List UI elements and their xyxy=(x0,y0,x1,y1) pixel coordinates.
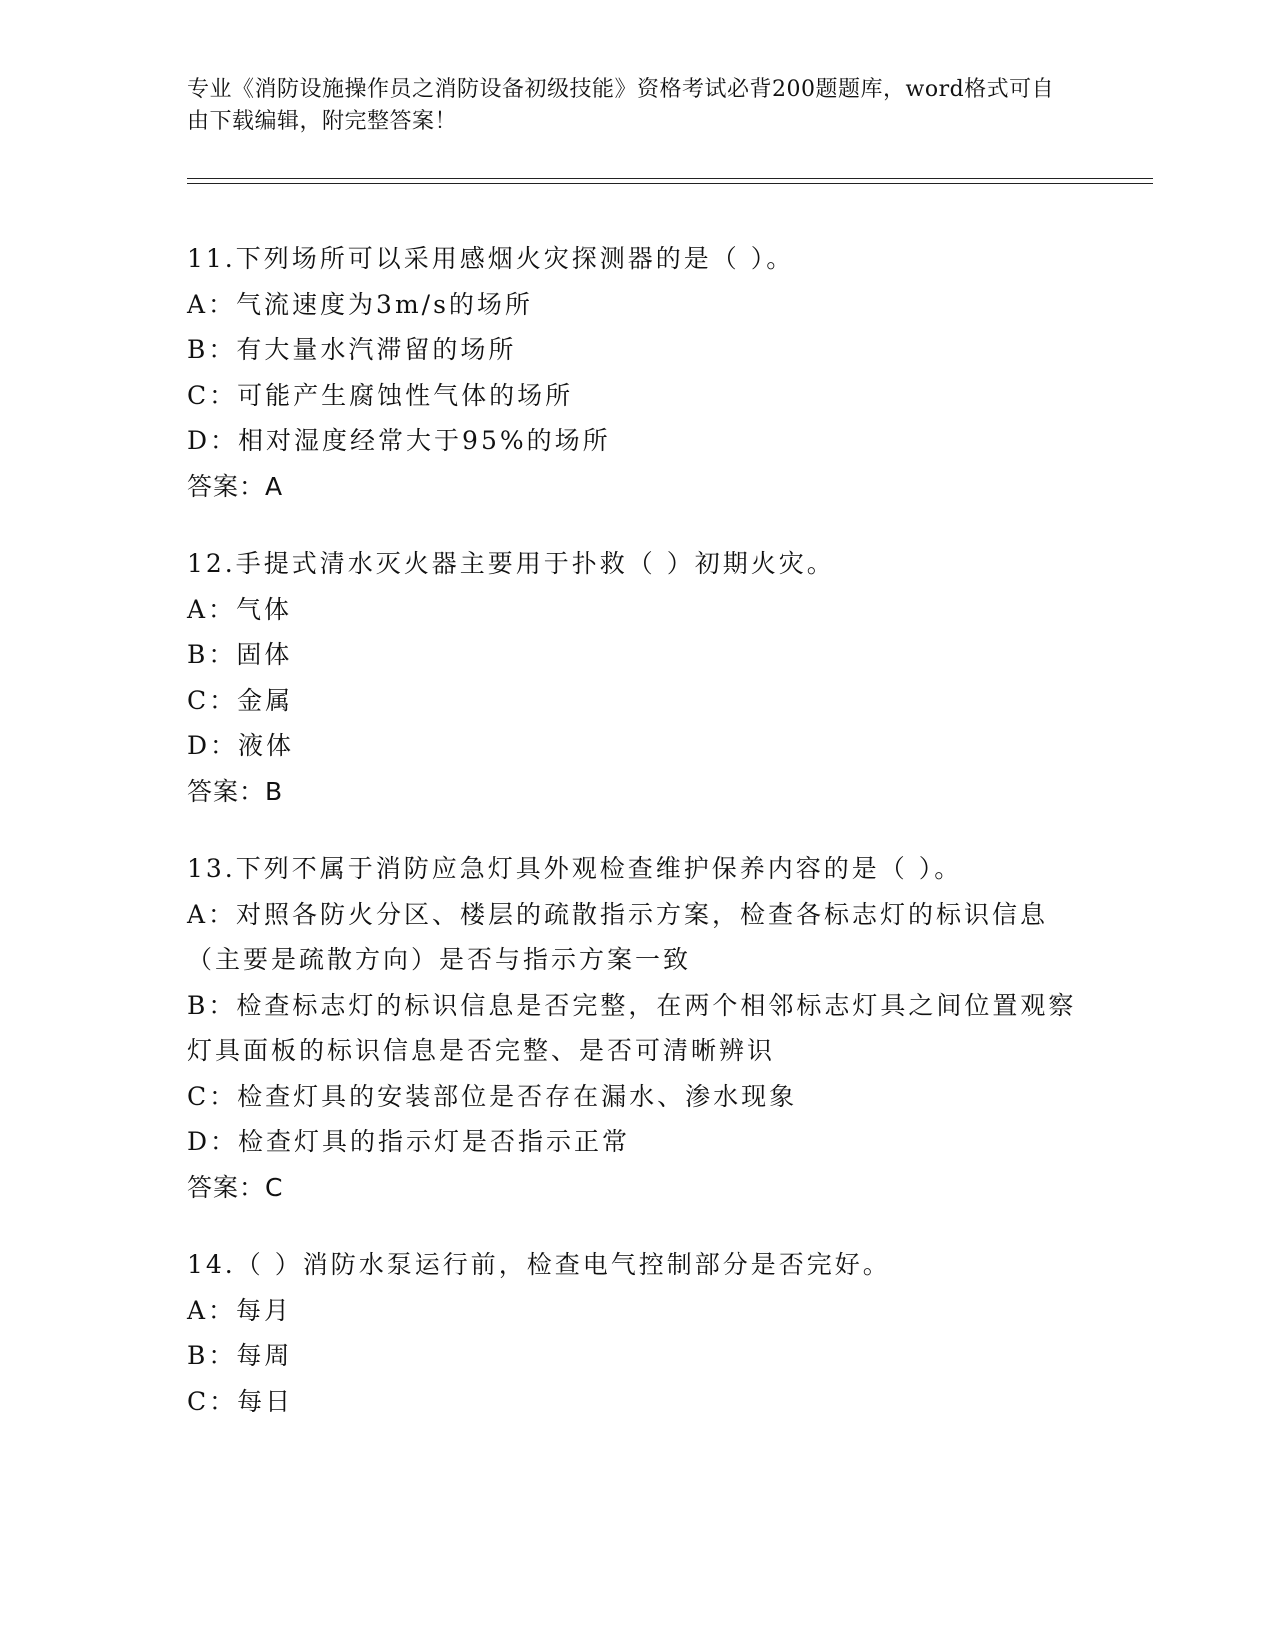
question-list xyxy=(187,236,1087,1456)
question-11 xyxy=(187,236,1087,509)
option-a: A：每月 xyxy=(187,1295,293,1325)
option-c: C：每日 xyxy=(187,1386,294,1416)
question-12 xyxy=(187,541,1087,814)
question-14 xyxy=(187,1242,1087,1424)
answer: 答案：A xyxy=(187,471,284,501)
question-stem: 14.（ ）消防水泵运行前，检查电气控制部分是否完好。 xyxy=(187,1250,891,1279)
option-c: C：金属 xyxy=(187,685,294,715)
option-a: A：气流速度为3m/s的场所 xyxy=(187,289,533,319)
option-b: B：有大量水汽滞留的场所 xyxy=(187,335,517,364)
question-13 xyxy=(187,846,1087,1210)
question-stem: 13.下列不属于消防应急灯具外观检查维护保养内容的是（ ）。 xyxy=(187,854,963,883)
option-d: D：检查灯具的指示灯是否指示正常 xyxy=(187,1127,631,1156)
option-b: B：检查标志灯的标识信息是否完整，在两个相邻标志灯具之间位置观察灯具面板的标识信息是否完整、是否可清晰辨识 xyxy=(187,990,1077,1065)
option-c: C：可能产生腐蚀性气体的场所 xyxy=(187,380,574,410)
document-header: 专业《消防设施操作员之消防设备初级技能》资格考试必背200题题库，word格式可自由下载编辑，附完整答案！ xyxy=(187,77,1055,134)
option-a: A：对照各防火分区、楼层的疏散指示方案，检查各标志灯的标识信息（主要是疏散方向）是否与指示方案一致 xyxy=(187,899,1049,974)
option-d: D：液体 xyxy=(187,731,295,760)
answer: 答案：C xyxy=(187,1172,284,1202)
header-rule-top xyxy=(187,178,1153,179)
question-stem: 11.下列场所可以采用感烟火灾探测器的是（ ）。 xyxy=(187,244,795,273)
option-a: A：气体 xyxy=(187,594,293,624)
option-b: B：每周 xyxy=(187,1341,293,1370)
answer: 答案：B xyxy=(187,776,284,806)
option-d: D：相对湿度经常大于95%的场所 xyxy=(187,426,611,455)
option-c: C：检查灯具的安装部位是否存在漏水、渗水现象 xyxy=(187,1081,798,1111)
option-b: B：固体 xyxy=(187,640,293,669)
question-stem: 12.手提式清水灭火器主要用于扑救（ ）初期火灾。 xyxy=(187,549,835,578)
header-rule-bottom xyxy=(187,183,1153,184)
